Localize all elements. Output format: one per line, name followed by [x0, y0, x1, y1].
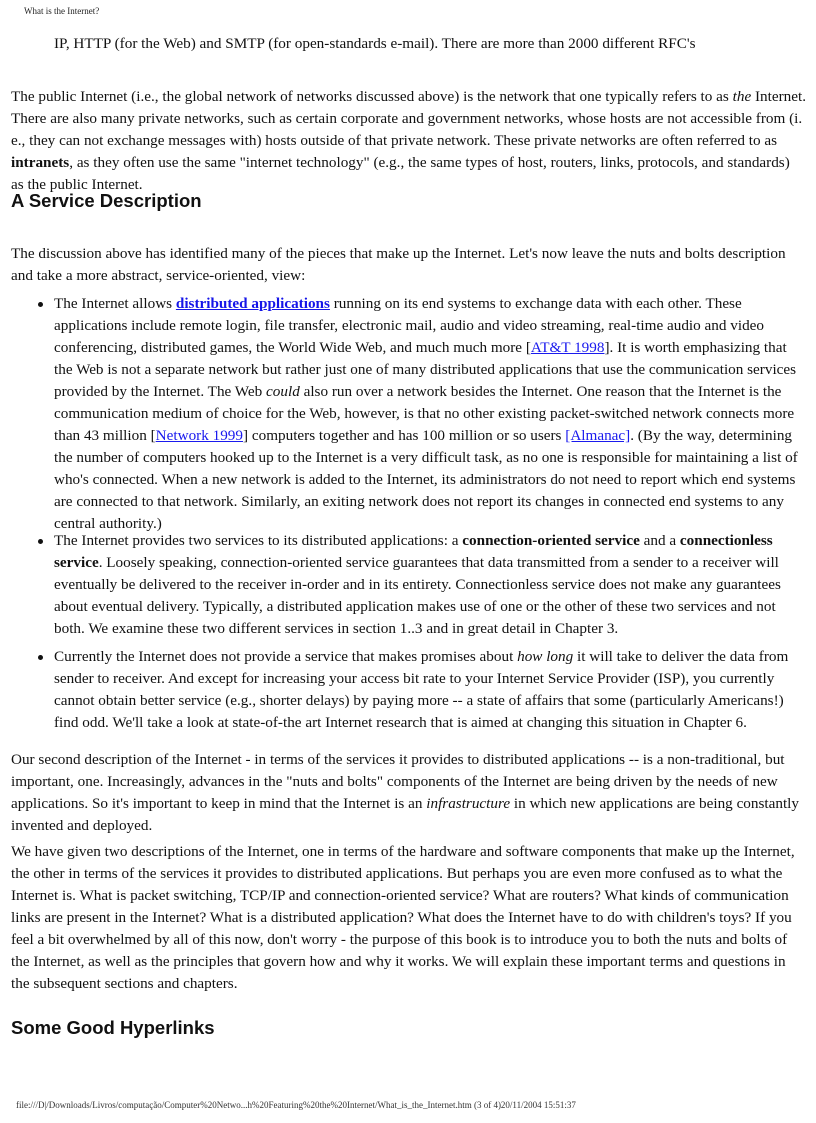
- text: also run over a network besides the Internet. One reason that the Internet is the communication medium of choice for the Web, however, is that no other existing packet-switched network connects more than 43 million [: [54, 383, 795, 444]
- emphasis-infrastructure: infrastructure: [426, 795, 511, 812]
- text: . (By the way, determining the number of computers hooked up to the Internet is a very difficult task, as no one is responsible for maintaining a list of who's connected. When a new network is added to the Internet, its administrators do not need to report which end systems are connected to that network. Similarly, an exiting network does not report its changes in connected end systems to any central authority.): [54, 427, 798, 532]
- heading-service-description: A Service Description: [11, 190, 202, 211]
- page-footer: file:///D|/Downloads/Livros/computação/Computer%20Netwo...h%20Featuring%20the%20Internet/What_is_the_Internet.htm (3 of 4)20/11/2004 15:51:37: [16, 1100, 576, 1110]
- continued-line: IP, HTTP (for the Web) and SMTP (for open-standards e-mail). There are more than 2000 different RFC's: [54, 35, 696, 52]
- text: . Loosely speaking, connection-oriented service guarantees that data transmitted from a sender to a receiver will eventually be delivered to the receiver in-order and in its entirety. Connectionless service does not make any guarantees about eventual delivery. Typically, a distributed application makes use of one or the other of these two services and not both. We examine these two different services in section 1..3 and in great detail in Chapter 3.: [54, 554, 781, 637]
- text: ] computers together and has 100 million or so users: [243, 427, 566, 444]
- text: running on its end systems to exchange data with each other. These applications include remote login, file transfer, electronic mail, audio and video streaming, real-time audio and video conferencing, distributed games, the World Wide Web, and much much more [: [54, 295, 765, 356]
- text: and a: [639, 532, 680, 549]
- text: The Internet provides two services to its distributed applications: a: [54, 532, 463, 549]
- link-almanac[interactable]: [Almanac]: [565, 427, 631, 444]
- paragraph-summary: We have given two descriptions of the Internet, one in terms of the hardware and software components that make up the Internet, the other in terms of the services it provides to distributed applications. But perhaps you are even more confused as to what the Internet is. What is packet switching, TCP/IP and connection-oriented service? What are routers? What kinds of communication links are present in the Internet? What is a distributed application? What does the Internet have to do with children's toys? If you feel a bit overwhelmed by all of this now, don't worry - the purpose of this book is to introduce you to both the nuts and bolts of the Internet, as well as the principles that govern how and why it works. We will explain these important terms and questions in the subsequent sections and chapters.: [11, 843, 795, 992]
- text: The public Internet (i.e., the global network of networks discussed above) is the network that one typically refers to as: [11, 88, 733, 105]
- text: Our second description of the Internet - in terms of the services it provides to distributed applications -- is a non-traditional, but important, one. Increasingly, advances in the "nuts and bolts" components of the Internet are being driven by the needs of new applications. So it's important to keep in mind that the Internet is an: [11, 751, 785, 812]
- bullet-icon: [38, 302, 43, 307]
- term-connectionless: connectionless service: [54, 532, 773, 571]
- paragraph-public-internet: [11, 86, 806, 196]
- emphasis-the: the: [732, 88, 752, 105]
- paragraph-service-intro: The discussion above has identified many of the pieces that make up the Internet. Let's now leave the nuts and bolts description and take a more abstract, service-oriented, view:: [11, 245, 786, 284]
- text: The Internet allows: [54, 295, 176, 312]
- paragraph-second-description: [11, 749, 806, 837]
- text: it will take to deliver the data from sender to receiver. And except for increasing your access bit rate to your Internet Service Provider (ISP), you currently cannot obtain better service (e.g., shorter delays) by paying more -- a state of affairs that some (particularly Americans!) find odd. We'll take a look at state-of-the art Internet research that is aimed at changing this situation in Chapter 6.: [54, 648, 789, 731]
- link-distributed-applications[interactable]: distributed applications: [175, 295, 330, 312]
- link-network-1999[interactable]: Network 1999: [155, 427, 243, 444]
- bullet-icon: [38, 539, 43, 544]
- term-intranets: intranets: [11, 154, 70, 171]
- heading-good-hyperlinks: Some Good Hyperlinks: [11, 1017, 215, 1038]
- link-att-1998[interactable]: AT&T 1998: [530, 339, 605, 356]
- emphasis-could: could: [266, 383, 300, 400]
- term-connection-oriented: connection-oriented service: [462, 532, 640, 549]
- text: in which new applications are being constantly invented and deployed.: [11, 795, 799, 834]
- emphasis-how-long: how long: [517, 648, 574, 665]
- list-item-distributed-apps: [54, 293, 809, 535]
- text: ]. It is worth emphasizing that the Web is not a separate network but rather just one of many distributed applications that use the communication services provided by the Internet. The Web: [54, 339, 797, 400]
- text: Currently the Internet does not provide a service that makes promises about: [54, 648, 518, 665]
- text: Internet. There are also many private networks, such as certain corporate and government networks, whose hosts are not accessible from (i. e., they can not exchange messages with) hosts outside of that private network. These private networks are often referred to as: [11, 88, 807, 149]
- text: , as they often use the same "internet technology" (e.g., the same types of host, routers, links, protocols, and standards) as the public Internet.: [11, 154, 790, 193]
- page-header: What is the Internet?: [24, 6, 100, 16]
- list-item-two-services: [54, 530, 809, 640]
- bullet-icon: [38, 655, 43, 660]
- list-item-no-delay-guarantee: [54, 646, 809, 734]
